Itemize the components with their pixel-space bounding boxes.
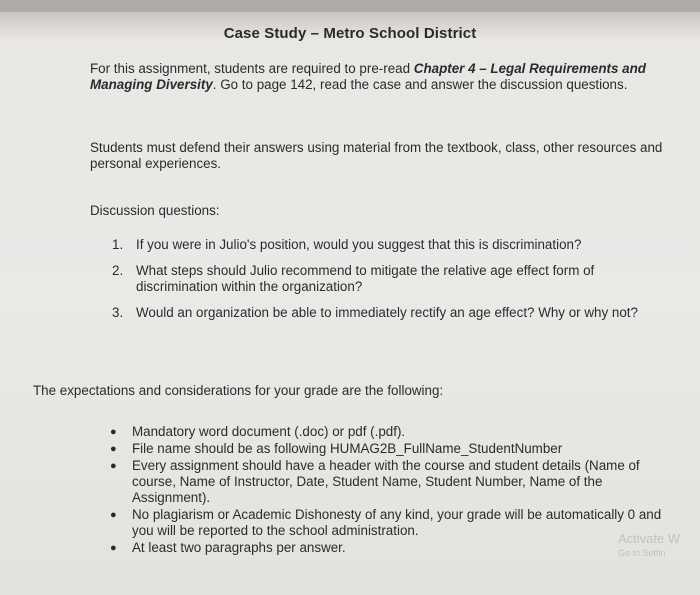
expectation-item	[110, 424, 670, 440]
question-text: If you were in Julio's position, would you suggest that this is discrimination?	[136, 237, 582, 252]
expectation-text: At least two paragraphs per answer.	[132, 540, 346, 555]
expectations-heading: The expectations and considerations for your grade are the following:	[33, 383, 444, 398]
watermark-line-2: Go to Settin	[618, 548, 666, 558]
bullet-icon: ●	[110, 426, 117, 438]
bullet-icon: ●	[110, 460, 117, 472]
expectation-item	[110, 507, 670, 539]
expectation-item	[110, 441, 670, 457]
question-item	[112, 263, 672, 295]
expectation-item	[110, 458, 670, 506]
question-list	[112, 237, 672, 331]
question-number: 2.	[112, 263, 124, 278]
defend-paragraph: Students must defend their answers using material from the textbook, class, other resources and personal experiences.	[90, 140, 663, 171]
bullet-icon: ●	[110, 443, 117, 455]
intro-text-before: For this assignment, students are required to pre-read	[90, 61, 414, 76]
expectation-text: Every assignment should have a header with the course and student details (Name of course, Name of Instructor, Date, Student Name, Student Number, Name of the Assignment).	[132, 458, 640, 505]
intro-text-after: . Go to page 142, read the case and answer the discussion questions.	[212, 77, 628, 92]
question-text: Would an organization be able to immediately rectify an age effect? Why or why not?	[136, 305, 638, 320]
expectations-list	[110, 424, 670, 557]
bullet-icon: ●	[110, 542, 117, 554]
expectation-text: No plagiarism or Academic Dishonesty of any kind, your grade will be automatically 0 and you will be reported to the school administration.	[132, 507, 662, 538]
chapter-reference: Chapter 4 – Legal Requirements and Managing Diversity	[90, 61, 646, 92]
bullet-icon: ●	[110, 509, 117, 521]
expectation-text: Mandatory word document (.doc) or pdf (.pdf).	[132, 424, 406, 439]
question-text: What steps should Julio recommend to mitigate the relative age effect form of discrimination within the organization?	[136, 263, 595, 294]
intro-paragraph	[90, 61, 680, 93]
page-title: Case Study – Metro School District	[223, 25, 477, 42]
question-number: 1.	[112, 237, 124, 252]
expectation-text: File name should be as following HUMAG2B_FullName_StudentNumber	[132, 441, 563, 456]
question-item	[112, 237, 672, 253]
activate-windows-watermark	[618, 532, 700, 560]
expectation-item	[110, 540, 670, 556]
question-number: 3.	[112, 305, 124, 320]
discussion-heading: Discussion questions:	[90, 203, 220, 218]
question-item	[112, 305, 672, 321]
watermark-line-1: Activate W	[618, 531, 681, 546]
